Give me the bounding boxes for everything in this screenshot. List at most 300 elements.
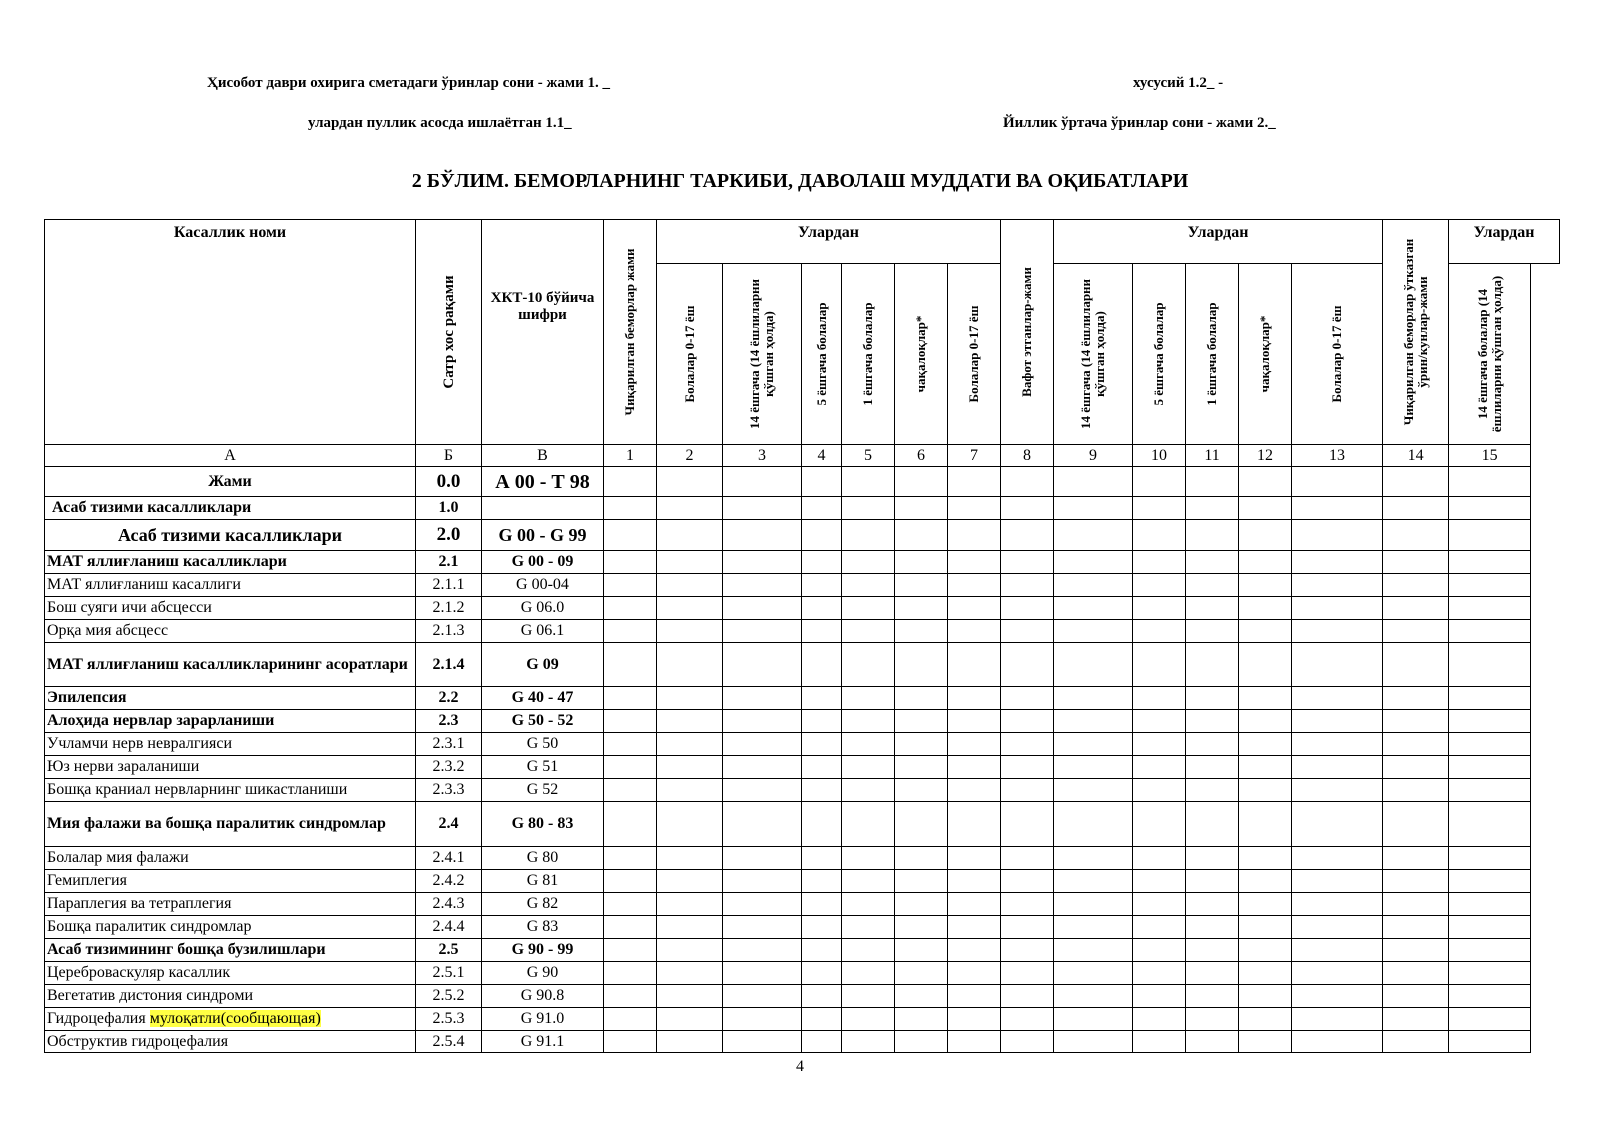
- value-cell[interactable]: [1133, 756, 1186, 779]
- value-cell[interactable]: [1186, 687, 1239, 710]
- value-cell[interactable]: [1383, 710, 1449, 733]
- value-cell[interactable]: [1449, 620, 1531, 643]
- value-cell[interactable]: [1449, 802, 1531, 847]
- value-cell[interactable]: [948, 756, 1001, 779]
- value-cell[interactable]: [948, 916, 1001, 939]
- value-cell[interactable]: [1239, 962, 1292, 985]
- value-cell[interactable]: [1239, 756, 1292, 779]
- value-cell[interactable]: [1449, 962, 1531, 985]
- value-cell[interactable]: [1001, 733, 1054, 756]
- value-cell[interactable]: [723, 756, 802, 779]
- value-cell[interactable]: [1449, 497, 1531, 520]
- value-cell[interactable]: [842, 597, 895, 620]
- value-cell[interactable]: [1001, 847, 1054, 870]
- value-cell[interactable]: [1383, 939, 1449, 962]
- value-cell[interactable]: [842, 779, 895, 802]
- value-cell[interactable]: [1383, 687, 1449, 710]
- value-cell[interactable]: [842, 802, 895, 847]
- value-cell[interactable]: [1449, 733, 1531, 756]
- value-cell[interactable]: [1054, 779, 1133, 802]
- value-cell[interactable]: [1449, 597, 1531, 620]
- value-cell[interactable]: [604, 687, 657, 710]
- value-cell[interactable]: [657, 779, 723, 802]
- value-cell[interactable]: [1186, 574, 1239, 597]
- value-cell[interactable]: [604, 939, 657, 962]
- value-cell[interactable]: [948, 939, 1001, 962]
- value-cell[interactable]: [604, 870, 657, 893]
- value-cell[interactable]: [948, 1031, 1001, 1053]
- value-cell[interactable]: [1292, 985, 1383, 1008]
- value-cell[interactable]: [723, 620, 802, 643]
- value-cell[interactable]: [1449, 847, 1531, 870]
- value-cell[interactable]: [604, 574, 657, 597]
- value-cell[interactable]: [1449, 779, 1531, 802]
- value-cell[interactable]: [1133, 467, 1186, 497]
- value-cell[interactable]: [842, 847, 895, 870]
- value-cell[interactable]: [842, 574, 895, 597]
- value-cell[interactable]: [1239, 520, 1292, 551]
- value-cell[interactable]: [1001, 710, 1054, 733]
- value-cell[interactable]: [1449, 643, 1531, 687]
- value-cell[interactable]: [657, 620, 723, 643]
- value-cell[interactable]: [1001, 802, 1054, 847]
- value-cell[interactable]: [1383, 962, 1449, 985]
- value-cell[interactable]: [1186, 870, 1239, 893]
- value-cell[interactable]: [1383, 620, 1449, 643]
- value-cell[interactable]: [1054, 756, 1133, 779]
- value-cell[interactable]: [604, 1008, 657, 1031]
- value-cell[interactable]: [1449, 939, 1531, 962]
- value-cell[interactable]: [1054, 620, 1133, 643]
- value-cell[interactable]: [1186, 497, 1239, 520]
- value-cell[interactable]: [604, 467, 657, 497]
- value-cell[interactable]: [1449, 467, 1531, 497]
- value-cell[interactable]: [1239, 643, 1292, 687]
- value-cell[interactable]: [802, 1031, 842, 1053]
- value-cell[interactable]: [1186, 551, 1239, 574]
- value-cell[interactable]: [1001, 985, 1054, 1008]
- value-cell[interactable]: [657, 551, 723, 574]
- value-cell[interactable]: [895, 710, 948, 733]
- value-cell[interactable]: [723, 870, 802, 893]
- value-cell[interactable]: [1186, 985, 1239, 1008]
- value-cell[interactable]: [723, 802, 802, 847]
- value-cell[interactable]: [842, 551, 895, 574]
- value-cell[interactable]: [1054, 597, 1133, 620]
- value-cell[interactable]: [1292, 779, 1383, 802]
- value-cell[interactable]: [802, 893, 842, 916]
- value-cell[interactable]: [842, 870, 895, 893]
- value-cell[interactable]: [1239, 802, 1292, 847]
- value-cell[interactable]: [802, 802, 842, 847]
- value-cell[interactable]: [895, 985, 948, 1008]
- value-cell[interactable]: [1383, 574, 1449, 597]
- value-cell[interactable]: [842, 893, 895, 916]
- value-cell[interactable]: [1292, 551, 1383, 574]
- value-cell[interactable]: [1239, 847, 1292, 870]
- value-cell[interactable]: [895, 1031, 948, 1053]
- value-cell[interactable]: [723, 847, 802, 870]
- value-cell[interactable]: [1292, 1008, 1383, 1031]
- value-cell[interactable]: [1186, 597, 1239, 620]
- value-cell[interactable]: [604, 497, 657, 520]
- value-cell[interactable]: [1186, 467, 1239, 497]
- value-cell[interactable]: [1449, 1008, 1531, 1031]
- value-cell[interactable]: [895, 916, 948, 939]
- value-cell[interactable]: [723, 1031, 802, 1053]
- value-cell[interactable]: [895, 497, 948, 520]
- value-cell[interactable]: [842, 985, 895, 1008]
- value-cell[interactable]: [1239, 551, 1292, 574]
- value-cell[interactable]: [657, 687, 723, 710]
- value-cell[interactable]: [1449, 870, 1531, 893]
- value-cell[interactable]: [1054, 847, 1133, 870]
- value-cell[interactable]: [1449, 1031, 1531, 1053]
- value-cell[interactable]: [895, 802, 948, 847]
- value-cell[interactable]: [1292, 962, 1383, 985]
- value-cell[interactable]: [1133, 710, 1186, 733]
- value-cell[interactable]: [604, 1031, 657, 1053]
- value-cell[interactable]: [895, 1008, 948, 1031]
- value-cell[interactable]: [1001, 779, 1054, 802]
- value-cell[interactable]: [802, 939, 842, 962]
- value-cell[interactable]: [1133, 733, 1186, 756]
- value-cell[interactable]: [1186, 620, 1239, 643]
- value-cell[interactable]: [1186, 710, 1239, 733]
- value-cell[interactable]: [604, 985, 657, 1008]
- value-cell[interactable]: [1292, 643, 1383, 687]
- value-cell[interactable]: [723, 779, 802, 802]
- value-cell[interactable]: [1001, 620, 1054, 643]
- value-cell[interactable]: [895, 620, 948, 643]
- value-cell[interactable]: [604, 802, 657, 847]
- value-cell[interactable]: [604, 551, 657, 574]
- value-cell[interactable]: [1449, 893, 1531, 916]
- value-cell[interactable]: [604, 733, 657, 756]
- value-cell[interactable]: [604, 597, 657, 620]
- value-cell[interactable]: [1001, 870, 1054, 893]
- value-cell[interactable]: [1186, 1008, 1239, 1031]
- value-cell[interactable]: [948, 710, 1001, 733]
- value-cell[interactable]: [604, 710, 657, 733]
- value-cell[interactable]: [1133, 870, 1186, 893]
- value-cell[interactable]: [1292, 893, 1383, 916]
- value-cell[interactable]: [842, 962, 895, 985]
- value-cell[interactable]: [895, 962, 948, 985]
- value-cell[interactable]: [1054, 870, 1133, 893]
- value-cell[interactable]: [895, 597, 948, 620]
- value-cell[interactable]: [1054, 802, 1133, 847]
- value-cell[interactable]: [1449, 710, 1531, 733]
- value-cell[interactable]: [1054, 893, 1133, 916]
- value-cell[interactable]: [802, 520, 842, 551]
- value-cell[interactable]: [1001, 551, 1054, 574]
- value-cell[interactable]: [948, 962, 1001, 985]
- value-cell[interactable]: [1383, 756, 1449, 779]
- value-cell[interactable]: [1001, 893, 1054, 916]
- value-cell[interactable]: [948, 620, 1001, 643]
- value-cell[interactable]: [1383, 847, 1449, 870]
- value-cell[interactable]: [895, 643, 948, 687]
- value-cell[interactable]: [1383, 985, 1449, 1008]
- value-cell[interactable]: [842, 467, 895, 497]
- value-cell[interactable]: [657, 574, 723, 597]
- value-cell[interactable]: [802, 756, 842, 779]
- value-cell[interactable]: [1292, 687, 1383, 710]
- value-cell[interactable]: [1186, 733, 1239, 756]
- value-cell[interactable]: [842, 1008, 895, 1031]
- value-cell[interactable]: [604, 520, 657, 551]
- value-cell[interactable]: [1054, 467, 1133, 497]
- value-cell[interactable]: [1292, 756, 1383, 779]
- value-cell[interactable]: [1054, 497, 1133, 520]
- value-cell[interactable]: [802, 733, 842, 756]
- value-cell[interactable]: [657, 962, 723, 985]
- value-cell[interactable]: [657, 733, 723, 756]
- value-cell[interactable]: [1449, 985, 1531, 1008]
- value-cell[interactable]: [1054, 916, 1133, 939]
- value-cell[interactable]: [1054, 939, 1133, 962]
- value-cell[interactable]: [802, 620, 842, 643]
- value-cell[interactable]: [1239, 1031, 1292, 1053]
- value-cell[interactable]: [1001, 643, 1054, 687]
- value-cell[interactable]: [1383, 916, 1449, 939]
- value-cell[interactable]: [1292, 939, 1383, 962]
- value-cell[interactable]: [1133, 893, 1186, 916]
- value-cell[interactable]: [895, 574, 948, 597]
- value-cell[interactable]: [1383, 551, 1449, 574]
- value-cell[interactable]: [842, 939, 895, 962]
- value-cell[interactable]: [895, 847, 948, 870]
- value-cell[interactable]: [604, 643, 657, 687]
- value-cell[interactable]: [1001, 574, 1054, 597]
- value-cell[interactable]: [723, 597, 802, 620]
- value-cell[interactable]: [1186, 643, 1239, 687]
- value-cell[interactable]: [723, 893, 802, 916]
- value-cell[interactable]: [802, 467, 842, 497]
- value-cell[interactable]: [802, 962, 842, 985]
- value-cell[interactable]: [604, 916, 657, 939]
- value-cell[interactable]: [1133, 962, 1186, 985]
- value-cell[interactable]: [1054, 985, 1133, 1008]
- value-cell[interactable]: [1383, 893, 1449, 916]
- value-cell[interactable]: [842, 756, 895, 779]
- value-cell[interactable]: [948, 870, 1001, 893]
- value-cell[interactable]: [895, 551, 948, 574]
- value-cell[interactable]: [895, 733, 948, 756]
- value-cell[interactable]: [1292, 520, 1383, 551]
- value-cell[interactable]: [604, 620, 657, 643]
- value-cell[interactable]: [1383, 497, 1449, 520]
- value-cell[interactable]: [657, 1008, 723, 1031]
- value-cell[interactable]: [1133, 574, 1186, 597]
- value-cell[interactable]: [1292, 870, 1383, 893]
- value-cell[interactable]: [842, 497, 895, 520]
- value-cell[interactable]: [895, 756, 948, 779]
- value-cell[interactable]: [1239, 985, 1292, 1008]
- value-cell[interactable]: [1054, 574, 1133, 597]
- value-cell[interactable]: [657, 520, 723, 551]
- value-cell[interactable]: [948, 551, 1001, 574]
- value-cell[interactable]: [1054, 520, 1133, 551]
- value-cell[interactable]: [948, 802, 1001, 847]
- value-cell[interactable]: [1292, 916, 1383, 939]
- value-cell[interactable]: [723, 551, 802, 574]
- value-cell[interactable]: [1186, 779, 1239, 802]
- value-cell[interactable]: [802, 643, 842, 687]
- value-cell[interactable]: [1133, 520, 1186, 551]
- value-cell[interactable]: [895, 939, 948, 962]
- value-cell[interactable]: [1054, 1031, 1133, 1053]
- value-cell[interactable]: [1133, 620, 1186, 643]
- value-cell[interactable]: [802, 847, 842, 870]
- value-cell[interactable]: [895, 520, 948, 551]
- value-cell[interactable]: [895, 870, 948, 893]
- value-cell[interactable]: [895, 893, 948, 916]
- value-cell[interactable]: [1001, 467, 1054, 497]
- value-cell[interactable]: [657, 756, 723, 779]
- value-cell[interactable]: [802, 687, 842, 710]
- value-cell[interactable]: [723, 916, 802, 939]
- value-cell[interactable]: [1292, 497, 1383, 520]
- value-cell[interactable]: [842, 733, 895, 756]
- value-cell[interactable]: [723, 962, 802, 985]
- value-cell[interactable]: [1383, 520, 1449, 551]
- value-cell[interactable]: [1449, 916, 1531, 939]
- value-cell[interactable]: [657, 1031, 723, 1053]
- value-cell[interactable]: [723, 520, 802, 551]
- value-cell[interactable]: [1054, 643, 1133, 687]
- value-cell[interactable]: [1054, 687, 1133, 710]
- value-cell[interactable]: [1239, 467, 1292, 497]
- value-cell[interactable]: [1239, 939, 1292, 962]
- value-cell[interactable]: [1292, 574, 1383, 597]
- value-cell[interactable]: [842, 1031, 895, 1053]
- value-cell[interactable]: [657, 916, 723, 939]
- value-cell[interactable]: [1186, 916, 1239, 939]
- value-cell[interactable]: [604, 962, 657, 985]
- value-cell[interactable]: [1133, 779, 1186, 802]
- value-cell[interactable]: [1186, 893, 1239, 916]
- value-cell[interactable]: [1239, 1008, 1292, 1031]
- value-cell[interactable]: [1383, 779, 1449, 802]
- value-cell[interactable]: [802, 597, 842, 620]
- value-cell[interactable]: [1383, 1008, 1449, 1031]
- value-cell[interactable]: [657, 985, 723, 1008]
- value-cell[interactable]: [1239, 916, 1292, 939]
- value-cell[interactable]: [1449, 520, 1531, 551]
- value-cell[interactable]: [948, 733, 1001, 756]
- value-cell[interactable]: [802, 574, 842, 597]
- value-cell[interactable]: [1239, 710, 1292, 733]
- value-cell[interactable]: [842, 643, 895, 687]
- value-cell[interactable]: [842, 916, 895, 939]
- value-cell[interactable]: [723, 1008, 802, 1031]
- value-cell[interactable]: [895, 467, 948, 497]
- value-cell[interactable]: [1239, 597, 1292, 620]
- value-cell[interactable]: [948, 497, 1001, 520]
- value-cell[interactable]: [604, 779, 657, 802]
- value-cell[interactable]: [948, 1008, 1001, 1031]
- value-cell[interactable]: [1133, 643, 1186, 687]
- value-cell[interactable]: [1186, 847, 1239, 870]
- value-cell[interactable]: [802, 710, 842, 733]
- value-cell[interactable]: [1186, 939, 1239, 962]
- value-cell[interactable]: [1133, 802, 1186, 847]
- value-cell[interactable]: [723, 687, 802, 710]
- value-cell[interactable]: [657, 802, 723, 847]
- value-cell[interactable]: [1292, 597, 1383, 620]
- value-cell[interactable]: [1133, 939, 1186, 962]
- value-cell[interactable]: [723, 467, 802, 497]
- value-cell[interactable]: [657, 710, 723, 733]
- value-cell[interactable]: [802, 1008, 842, 1031]
- value-cell[interactable]: [1449, 551, 1531, 574]
- value-cell[interactable]: [842, 710, 895, 733]
- value-cell[interactable]: [604, 756, 657, 779]
- value-cell[interactable]: [1239, 497, 1292, 520]
- value-cell[interactable]: [1001, 520, 1054, 551]
- value-cell[interactable]: [1054, 733, 1133, 756]
- value-cell[interactable]: [1133, 916, 1186, 939]
- value-cell[interactable]: [1133, 985, 1186, 1008]
- value-cell[interactable]: [1186, 756, 1239, 779]
- value-cell[interactable]: [948, 847, 1001, 870]
- value-cell[interactable]: [1133, 597, 1186, 620]
- value-cell[interactable]: [1239, 870, 1292, 893]
- value-cell[interactable]: [948, 467, 1001, 497]
- value-cell[interactable]: [657, 497, 723, 520]
- value-cell[interactable]: [802, 985, 842, 1008]
- value-cell[interactable]: [1001, 916, 1054, 939]
- value-cell[interactable]: [948, 520, 1001, 551]
- value-cell[interactable]: [1383, 1031, 1449, 1053]
- value-cell[interactable]: [1292, 802, 1383, 847]
- value-cell[interactable]: [1054, 551, 1133, 574]
- value-cell[interactable]: [842, 520, 895, 551]
- value-cell[interactable]: [1133, 687, 1186, 710]
- value-cell[interactable]: [1239, 893, 1292, 916]
- value-cell[interactable]: [948, 687, 1001, 710]
- value-cell[interactable]: [948, 574, 1001, 597]
- value-cell[interactable]: [604, 893, 657, 916]
- value-cell[interactable]: [1449, 574, 1531, 597]
- value-cell[interactable]: [802, 551, 842, 574]
- value-cell[interactable]: [1133, 551, 1186, 574]
- value-cell[interactable]: [948, 985, 1001, 1008]
- value-cell[interactable]: [1383, 802, 1449, 847]
- value-cell[interactable]: [1054, 962, 1133, 985]
- value-cell[interactable]: [1292, 847, 1383, 870]
- value-cell[interactable]: [1054, 1008, 1133, 1031]
- value-cell[interactable]: [657, 893, 723, 916]
- value-cell[interactable]: [723, 574, 802, 597]
- value-cell[interactable]: [1054, 710, 1133, 733]
- value-cell[interactable]: [895, 687, 948, 710]
- value-cell[interactable]: [1001, 497, 1054, 520]
- value-cell[interactable]: [1292, 620, 1383, 643]
- value-cell[interactable]: [1292, 710, 1383, 733]
- value-cell[interactable]: [1292, 733, 1383, 756]
- value-cell[interactable]: [1186, 962, 1239, 985]
- value-cell[interactable]: [723, 939, 802, 962]
- value-cell[interactable]: [1239, 620, 1292, 643]
- value-cell[interactable]: [1186, 520, 1239, 551]
- value-cell[interactable]: [657, 939, 723, 962]
- value-cell[interactable]: [1239, 779, 1292, 802]
- value-cell[interactable]: [1133, 1008, 1186, 1031]
- value-cell[interactable]: [1186, 1031, 1239, 1053]
